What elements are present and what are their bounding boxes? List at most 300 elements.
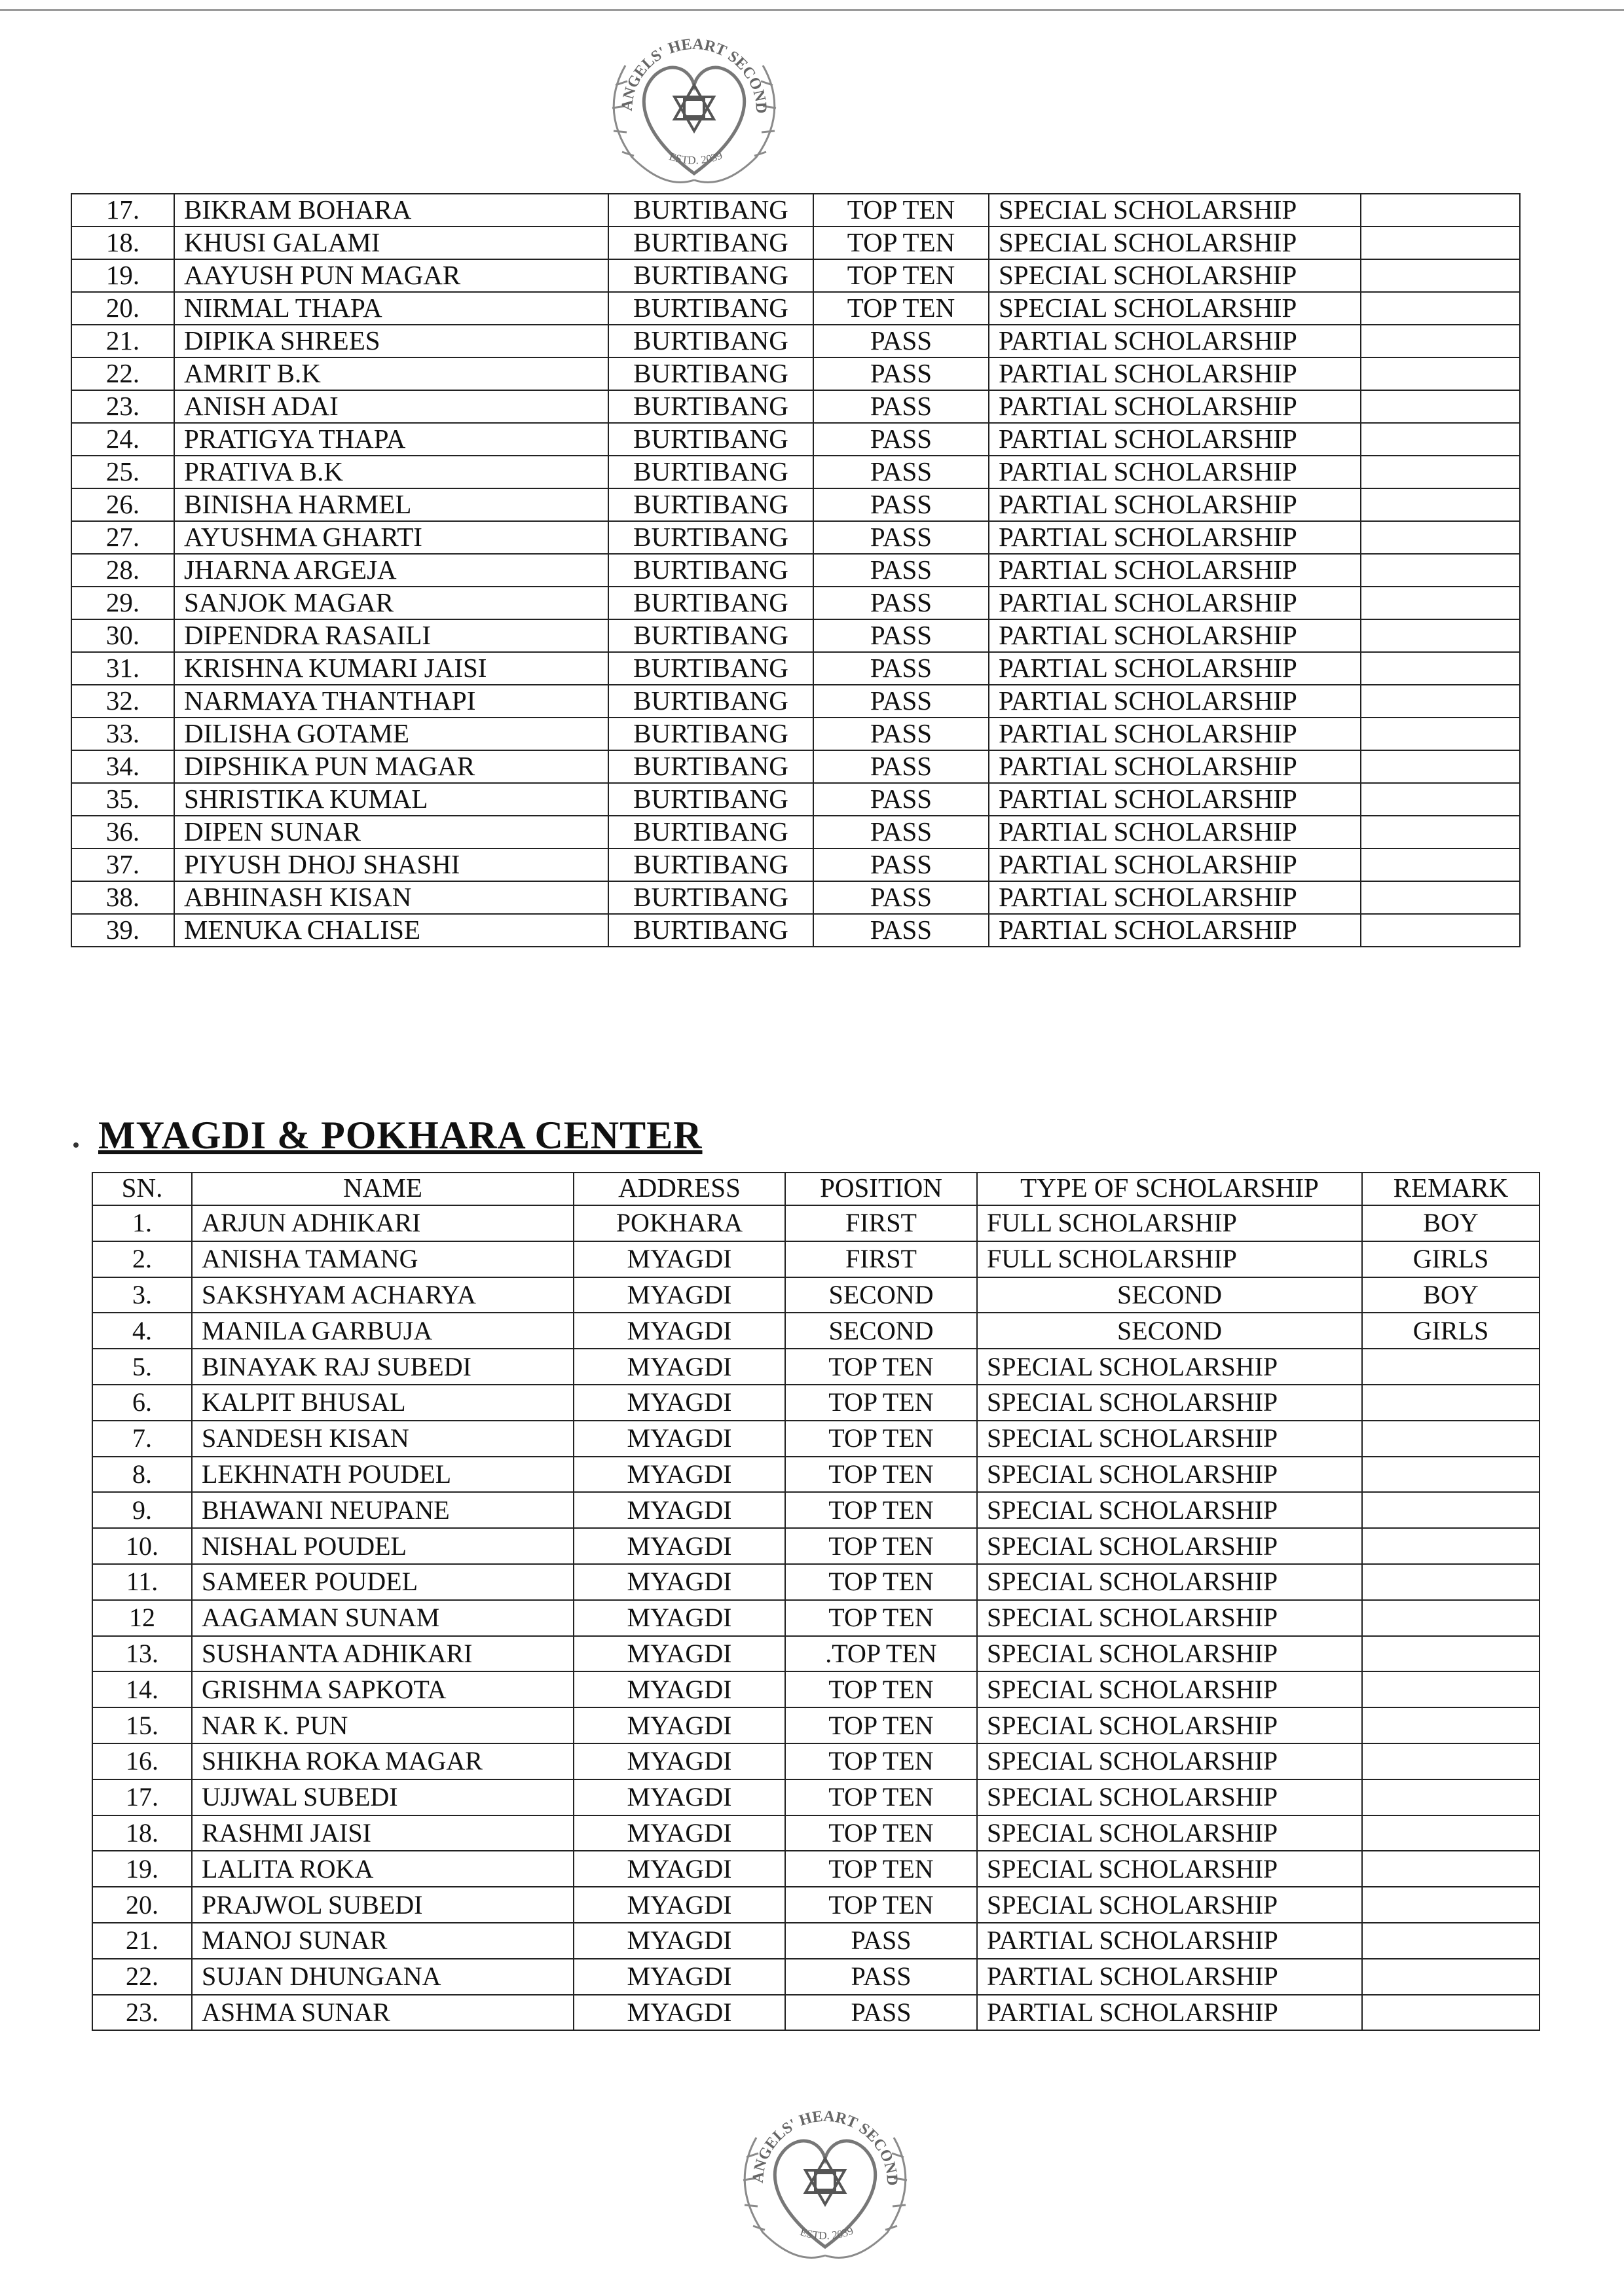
sn-cell: 5.: [92, 1349, 192, 1385]
remark-cell: [1361, 750, 1520, 783]
scholarship-cell: PARTIAL SCHOLARSHIP: [989, 848, 1361, 881]
table-row: [71, 848, 1520, 881]
sn-cell: 24.: [71, 423, 174, 456]
position-cell: TOP TEN: [785, 1564, 977, 1600]
name-cell: SANJOK MAGAR: [174, 587, 608, 619]
position-cell: PASS: [813, 325, 989, 357]
scholarship-cell: SPECIAL SCHOLARSHIP: [977, 1492, 1362, 1528]
position-cell: TOP TEN: [785, 1492, 977, 1528]
sn-cell: 21.: [92, 1923, 192, 1959]
address-cell: BURTIBANG: [608, 325, 813, 357]
scholarship-cell: SPECIAL SCHOLARSHIP: [989, 227, 1361, 259]
sn-cell: 29.: [71, 587, 174, 619]
name-cell: AYUSHMA GHARTI: [174, 521, 608, 554]
table-row: [92, 1241, 1540, 1277]
name-cell: PIYUSH DHOJ SHASHI: [174, 848, 608, 881]
scholarship-cell: PARTIAL SCHOLARSHIP: [989, 750, 1361, 783]
sn-cell: 21.: [71, 325, 174, 357]
table-row: [92, 1815, 1540, 1851]
table-row: [71, 783, 1520, 816]
scholarship-cell: SPECIAL SCHOLARSHIP: [977, 1707, 1362, 1743]
table-row: [92, 1779, 1540, 1815]
sn-cell: 1.: [92, 1205, 192, 1241]
address-cell: MYAGDI: [574, 1851, 785, 1887]
position-cell: PASS: [813, 456, 989, 488]
table-row: [92, 1528, 1540, 1564]
position-cell: PASS: [813, 521, 989, 554]
remark-cell: [1362, 1600, 1540, 1636]
sn-cell: 15.: [92, 1707, 192, 1743]
position-cell: SECOND: [785, 1313, 977, 1349]
sn-cell: 28.: [71, 554, 174, 587]
myagdi-pokhara-table-body: [92, 1205, 1540, 2030]
position-cell: TOP TEN: [785, 1385, 977, 1421]
myagdi-pokhara-scholarship-table: [92, 1172, 1540, 2031]
header-scholarship-type: TYPE OF SCHOLARSHIP: [977, 1173, 1362, 1205]
table-row: [92, 1492, 1540, 1528]
name-cell: SAKSHYAM ACHARYA: [192, 1277, 574, 1313]
name-cell: ABHINASH KISAN: [174, 881, 608, 914]
header-remark: REMARK: [1362, 1173, 1540, 1205]
sn-cell: 19.: [71, 259, 174, 292]
table-row: [71, 194, 1520, 227]
address-cell: MYAGDI: [574, 1600, 785, 1636]
remark-cell: [1362, 1528, 1540, 1564]
table-row: [71, 914, 1520, 947]
sn-cell: 20.: [71, 292, 174, 325]
scholarship-cell: PARTIAL SCHOLARSHIP: [989, 456, 1361, 488]
name-cell: BINAYAK RAJ SUBEDI: [192, 1349, 574, 1385]
position-cell: PASS: [813, 423, 989, 456]
remark-cell: [1362, 1636, 1540, 1672]
position-cell: PASS: [813, 619, 989, 652]
table-row: [71, 652, 1520, 685]
sn-cell: 12: [92, 1600, 192, 1636]
scholarship-cell: SPECIAL SCHOLARSHIP: [977, 1671, 1362, 1707]
address-cell: MYAGDI: [574, 1241, 785, 1277]
position-cell: PASS: [813, 488, 989, 521]
sn-cell: 27.: [71, 521, 174, 554]
address-cell: MYAGDI: [574, 1528, 785, 1564]
table-row: [92, 1564, 1540, 1600]
burtibang-table-body: [71, 194, 1520, 947]
name-cell: DIPSHIKA PUN MAGAR: [174, 750, 608, 783]
position-cell: TOP TEN: [813, 227, 989, 259]
name-cell: LEKHNATH POUDEL: [192, 1457, 574, 1493]
remark-cell: [1361, 914, 1520, 947]
table-row: [71, 521, 1520, 554]
seal-emblem-icon: [586, 13, 802, 200]
name-cell: NARMAYA THANTHAPI: [174, 685, 608, 718]
scholarship-cell: SPECIAL SCHOLARSHIP: [977, 1600, 1362, 1636]
position-cell: PASS: [813, 881, 989, 914]
remark-cell: [1361, 685, 1520, 718]
sn-cell: 14.: [92, 1671, 192, 1707]
remark-cell: [1361, 881, 1520, 914]
table-row: [92, 1636, 1540, 1672]
name-cell: KHUSI GALAMI: [174, 227, 608, 259]
table-row: [71, 554, 1520, 587]
seal-emblem-icon: [717, 2082, 933, 2278]
remark-cell: [1361, 783, 1520, 816]
remark-cell: [1362, 1779, 1540, 1815]
scholarship-cell: PARTIAL SCHOLARSHIP: [989, 914, 1361, 947]
name-cell: KRISHNA KUMARI JAISI: [174, 652, 608, 685]
address-cell: MYAGDI: [574, 1385, 785, 1421]
name-cell: SHIKHA ROKA MAGAR: [192, 1743, 574, 1779]
sn-cell: 4.: [92, 1313, 192, 1349]
address-cell: BURTIBANG: [608, 521, 813, 554]
position-cell: TOP TEN: [813, 292, 989, 325]
address-cell: POKHARA: [574, 1205, 785, 1241]
table-row: [71, 259, 1520, 292]
name-cell: SANDESH KISAN: [192, 1421, 574, 1457]
position-cell: PASS: [813, 554, 989, 587]
address-cell: BURTIBANG: [608, 554, 813, 587]
name-cell: MANOJ SUNAR: [192, 1923, 574, 1959]
scholarship-cell: PARTIAL SCHOLARSHIP: [989, 423, 1361, 456]
remark-cell: [1361, 423, 1520, 456]
name-cell: SUJAN DHUNGANA: [192, 1959, 574, 1995]
scholarship-cell: FULL SCHOLARSHIP: [977, 1205, 1362, 1241]
scholarship-cell: SPECIAL SCHOLARSHIP: [977, 1349, 1362, 1385]
sn-cell: 8.: [92, 1457, 192, 1493]
seal-school-text: ANGELS' HEART SECOND: [618, 35, 770, 115]
remark-cell: [1361, 259, 1520, 292]
position-cell: PASS: [813, 848, 989, 881]
name-cell: AAYUSH PUN MAGAR: [174, 259, 608, 292]
bullet-mark: [73, 1142, 79, 1148]
school-seal-bottom: [717, 2082, 933, 2278]
address-cell: MYAGDI: [574, 1277, 785, 1313]
address-cell: BURTIBANG: [608, 619, 813, 652]
scholarship-cell: SPECIAL SCHOLARSHIP: [977, 1421, 1362, 1457]
address-cell: BURTIBANG: [608, 881, 813, 914]
scholarship-cell: SPECIAL SCHOLARSHIP: [977, 1779, 1362, 1815]
sn-cell: 36.: [71, 816, 174, 848]
name-cell: PRAJWOL SUBEDI: [192, 1887, 574, 1923]
position-cell: PASS: [813, 652, 989, 685]
position-cell: PASS: [813, 390, 989, 423]
table-row: [92, 1349, 1540, 1385]
sn-cell: 13.: [92, 1636, 192, 1672]
remark-cell: [1361, 357, 1520, 390]
table-row: [92, 1385, 1540, 1421]
name-cell: BINISHA HARMEL: [174, 488, 608, 521]
scholarship-cell: PARTIAL SCHOLARSHIP: [989, 816, 1361, 848]
sn-cell: 17.: [71, 194, 174, 227]
sn-cell: 23.: [71, 390, 174, 423]
page-top-rule: [0, 9, 1624, 11]
name-cell: KALPIT BHUSAL: [192, 1385, 574, 1421]
header-name: NAME: [192, 1173, 574, 1205]
position-cell: TOP TEN: [785, 1671, 977, 1707]
address-cell: BURTIBANG: [608, 194, 813, 227]
table-row: [92, 1923, 1540, 1959]
scholarship-cell: PARTIAL SCHOLARSHIP: [977, 1995, 1362, 2031]
remark-cell: [1362, 1887, 1540, 1923]
remark-cell: [1362, 1707, 1540, 1743]
table-row: [71, 718, 1520, 750]
sn-cell: 6.: [92, 1385, 192, 1421]
table-row: [92, 1851, 1540, 1887]
name-cell: DIPIKA SHREES: [174, 325, 608, 357]
remark-cell: [1362, 1421, 1540, 1457]
scholarship-cell: PARTIAL SCHOLARSHIP: [989, 521, 1361, 554]
scholarship-cell: PARTIAL SCHOLARSHIP: [989, 554, 1361, 587]
sn-cell: 18.: [71, 227, 174, 259]
remark-cell: [1361, 325, 1520, 357]
sn-cell: 26.: [71, 488, 174, 521]
address-cell: BURTIBANG: [608, 914, 813, 947]
remark-cell: [1361, 816, 1520, 848]
scholarship-cell: PARTIAL SCHOLARSHIP: [989, 488, 1361, 521]
table-row: [92, 1600, 1540, 1636]
address-cell: MYAGDI: [574, 1995, 785, 2031]
position-cell: TOP TEN: [785, 1707, 977, 1743]
position-cell: TOP TEN: [813, 259, 989, 292]
sn-cell: 9.: [92, 1492, 192, 1528]
svg-text:ESTD. 2039: [667, 149, 724, 166]
address-cell: MYAGDI: [574, 1887, 785, 1923]
scholarship-cell: FULL SCHOLARSHIP: [977, 1241, 1362, 1277]
name-cell: BHAWANI NEUPANE: [192, 1492, 574, 1528]
table-row: [92, 1743, 1540, 1779]
sn-cell: 18.: [92, 1815, 192, 1851]
address-cell: BURTIBANG: [608, 750, 813, 783]
sn-cell: 34.: [71, 750, 174, 783]
sn-cell: 31.: [71, 652, 174, 685]
table-row: [71, 488, 1520, 521]
sn-cell: 38.: [71, 881, 174, 914]
name-cell: BIKRAM BOHARA: [174, 194, 608, 227]
address-cell: BURTIBANG: [608, 488, 813, 521]
sn-cell: 2.: [92, 1241, 192, 1277]
burtibang-scholarship-table: [71, 193, 1521, 947]
address-cell: MYAGDI: [574, 1313, 785, 1349]
table-row: [71, 587, 1520, 619]
position-cell: TOP TEN: [785, 1528, 977, 1564]
remark-cell: [1361, 488, 1520, 521]
address-cell: BURTIBANG: [608, 848, 813, 881]
remark-cell: GIRLS: [1362, 1241, 1540, 1277]
remark-cell: [1361, 456, 1520, 488]
name-cell: NIRMAL THAPA: [174, 292, 608, 325]
table-row: [92, 1421, 1540, 1457]
remark-cell: [1362, 1743, 1540, 1779]
scholarship-cell: PARTIAL SCHOLARSHIP: [989, 619, 1361, 652]
remark-cell: [1362, 1492, 1540, 1528]
remark-cell: [1362, 1815, 1540, 1851]
seal-estd-text: ESTD. 2039: [798, 2224, 855, 2242]
position-cell: TOP TEN: [785, 1887, 977, 1923]
name-cell: DIPEN SUNAR: [174, 816, 608, 848]
table-row: [71, 750, 1520, 783]
address-cell: BURTIBANG: [608, 816, 813, 848]
table-row: [92, 1277, 1540, 1313]
table-row: [71, 423, 1520, 456]
scholarship-cell: PARTIAL SCHOLARSHIP: [989, 685, 1361, 718]
address-cell: MYAGDI: [574, 1421, 785, 1457]
scholarship-cell: PARTIAL SCHOLARSHIP: [989, 587, 1361, 619]
address-cell: BURTIBANG: [608, 685, 813, 718]
name-cell: SAMEER POUDEL: [192, 1564, 574, 1600]
position-cell: PASS: [813, 587, 989, 619]
scholarship-cell: PARTIAL SCHOLARSHIP: [989, 325, 1361, 357]
scholarship-cell: PARTIAL SCHOLARSHIP: [989, 652, 1361, 685]
scholarship-cell: PARTIAL SCHOLARSHIP: [977, 1923, 1362, 1959]
position-cell: PASS: [813, 357, 989, 390]
scholarship-cell: PARTIAL SCHOLARSHIP: [989, 783, 1361, 816]
name-cell: DILISHA GOTAME: [174, 718, 608, 750]
position-cell: PASS: [785, 1959, 977, 1995]
sn-cell: 19.: [92, 1851, 192, 1887]
position-cell: TOP TEN: [785, 1457, 977, 1493]
address-cell: MYAGDI: [574, 1743, 785, 1779]
table-row: [71, 390, 1520, 423]
table-row: [71, 357, 1520, 390]
position-cell: TOP TEN: [785, 1851, 977, 1887]
position-cell: TOP TEN: [813, 194, 989, 227]
table-row: [71, 227, 1520, 259]
position-cell: PASS: [785, 1995, 977, 2031]
remark-cell: [1361, 848, 1520, 881]
position-cell: TOP TEN: [785, 1815, 977, 1851]
name-cell: SUSHANTA ADHIKARI: [192, 1636, 574, 1672]
sn-cell: 39.: [71, 914, 174, 947]
position-cell: .TOP TEN: [785, 1636, 977, 1672]
scholarship-cell: SPECIAL SCHOLARSHIP: [989, 259, 1361, 292]
remark-cell: BOY: [1362, 1277, 1540, 1313]
address-cell: BURTIBANG: [608, 783, 813, 816]
sn-cell: 30.: [71, 619, 174, 652]
address-cell: MYAGDI: [574, 1923, 785, 1959]
header-sn: SN.: [92, 1173, 192, 1205]
table-row: [92, 1671, 1540, 1707]
remark-cell: [1361, 587, 1520, 619]
table-row: [92, 1457, 1540, 1493]
scholarship-cell: PARTIAL SCHOLARSHIP: [989, 881, 1361, 914]
address-cell: BURTIBANG: [608, 652, 813, 685]
address-cell: BURTIBANG: [608, 227, 813, 259]
sn-cell: 37.: [71, 848, 174, 881]
remark-cell: [1361, 227, 1520, 259]
name-cell: NISHAL POUDEL: [192, 1528, 574, 1564]
scholarship-cell: SPECIAL SCHOLARSHIP: [989, 194, 1361, 227]
sn-cell: 22.: [92, 1959, 192, 1995]
address-cell: MYAGDI: [574, 1707, 785, 1743]
position-cell: PASS: [813, 685, 989, 718]
table-row: [92, 1313, 1540, 1349]
remark-cell: [1361, 521, 1520, 554]
remark-cell: BOY: [1362, 1205, 1540, 1241]
remark-cell: [1361, 619, 1520, 652]
address-cell: BURTIBANG: [608, 456, 813, 488]
name-cell: GRISHMA SAPKOTA: [192, 1671, 574, 1707]
table-row: [71, 456, 1520, 488]
table-row: [92, 1707, 1540, 1743]
scholarship-cell: SPECIAL SCHOLARSHIP: [977, 1636, 1362, 1672]
remark-cell: [1361, 718, 1520, 750]
position-cell: SECOND: [785, 1277, 977, 1313]
table-row: [71, 685, 1520, 718]
address-cell: BURTIBANG: [608, 587, 813, 619]
header-position: POSITION: [785, 1173, 977, 1205]
sn-cell: 3.: [92, 1277, 192, 1313]
position-cell: PASS: [813, 750, 989, 783]
remark-cell: [1362, 1959, 1540, 1995]
position-cell: PASS: [785, 1923, 977, 1959]
name-cell: ANISH ADAI: [174, 390, 608, 423]
scholarship-cell: SPECIAL SCHOLARSHIP: [989, 292, 1361, 325]
name-cell: UJJWAL SUBEDI: [192, 1779, 574, 1815]
remark-cell: [1362, 1671, 1540, 1707]
table-header-row: [92, 1173, 1540, 1205]
name-cell: AAGAMAN SUNAM: [192, 1600, 574, 1636]
address-cell: MYAGDI: [574, 1564, 785, 1600]
position-cell: TOP TEN: [785, 1349, 977, 1385]
scholarship-cell: SECOND: [977, 1277, 1362, 1313]
table-row: [71, 619, 1520, 652]
seal-school-text: ANGELS' HEART SECOND: [749, 2107, 901, 2187]
remark-cell: GIRLS: [1362, 1313, 1540, 1349]
table-row: [71, 881, 1520, 914]
sn-cell: 32.: [71, 685, 174, 718]
position-cell: TOP TEN: [785, 1421, 977, 1457]
scholarship-cell: PARTIAL SCHOLARSHIP: [989, 390, 1361, 423]
scholarship-cell: SPECIAL SCHOLARSHIP: [977, 1743, 1362, 1779]
remark-cell: [1362, 1995, 1540, 2031]
remark-cell: [1362, 1457, 1540, 1493]
name-cell: MENUKA CHALISE: [174, 914, 608, 947]
name-cell: ASHMA SUNAR: [192, 1995, 574, 2031]
address-cell: BURTIBANG: [608, 390, 813, 423]
scholarship-cell: SPECIAL SCHOLARSHIP: [977, 1564, 1362, 1600]
address-cell: MYAGDI: [574, 1492, 785, 1528]
remark-cell: [1362, 1851, 1540, 1887]
position-cell: FIRST: [785, 1205, 977, 1241]
position-cell: PASS: [813, 816, 989, 848]
scholarship-cell: PARTIAL SCHOLARSHIP: [977, 1959, 1362, 1995]
scholarship-cell: SECOND: [977, 1313, 1362, 1349]
address-cell: MYAGDI: [574, 1457, 785, 1493]
address-cell: MYAGDI: [574, 1959, 785, 1995]
name-cell: SHRISTIKA KUMAL: [174, 783, 608, 816]
name-cell: PRATIGYA THAPA: [174, 423, 608, 456]
address-cell: BURTIBANG: [608, 259, 813, 292]
scholarship-cell: SPECIAL SCHOLARSHIP: [977, 1385, 1362, 1421]
scholarship-cell: SPECIAL SCHOLARSHIP: [977, 1457, 1362, 1493]
position-cell: PASS: [813, 914, 989, 947]
name-cell: NAR K. PUN: [192, 1707, 574, 1743]
school-seal-top: [586, 13, 802, 200]
address-cell: BURTIBANG: [608, 423, 813, 456]
scholarship-cell: SPECIAL SCHOLARSHIP: [977, 1887, 1362, 1923]
address-cell: MYAGDI: [574, 1671, 785, 1707]
name-cell: ANISHA TAMANG: [192, 1241, 574, 1277]
sn-cell: 20.: [92, 1887, 192, 1923]
remark-cell: [1361, 292, 1520, 325]
position-cell: PASS: [813, 718, 989, 750]
scholarship-cell: PARTIAL SCHOLARSHIP: [989, 357, 1361, 390]
name-cell: PRATIVA B.K: [174, 456, 608, 488]
remark-cell: [1362, 1349, 1540, 1385]
name-cell: AMRIT B.K: [174, 357, 608, 390]
scholarship-cell: PARTIAL SCHOLARSHIP: [989, 718, 1361, 750]
remark-cell: [1361, 652, 1520, 685]
address-cell: BURTIBANG: [608, 357, 813, 390]
position-cell: TOP TEN: [785, 1779, 977, 1815]
